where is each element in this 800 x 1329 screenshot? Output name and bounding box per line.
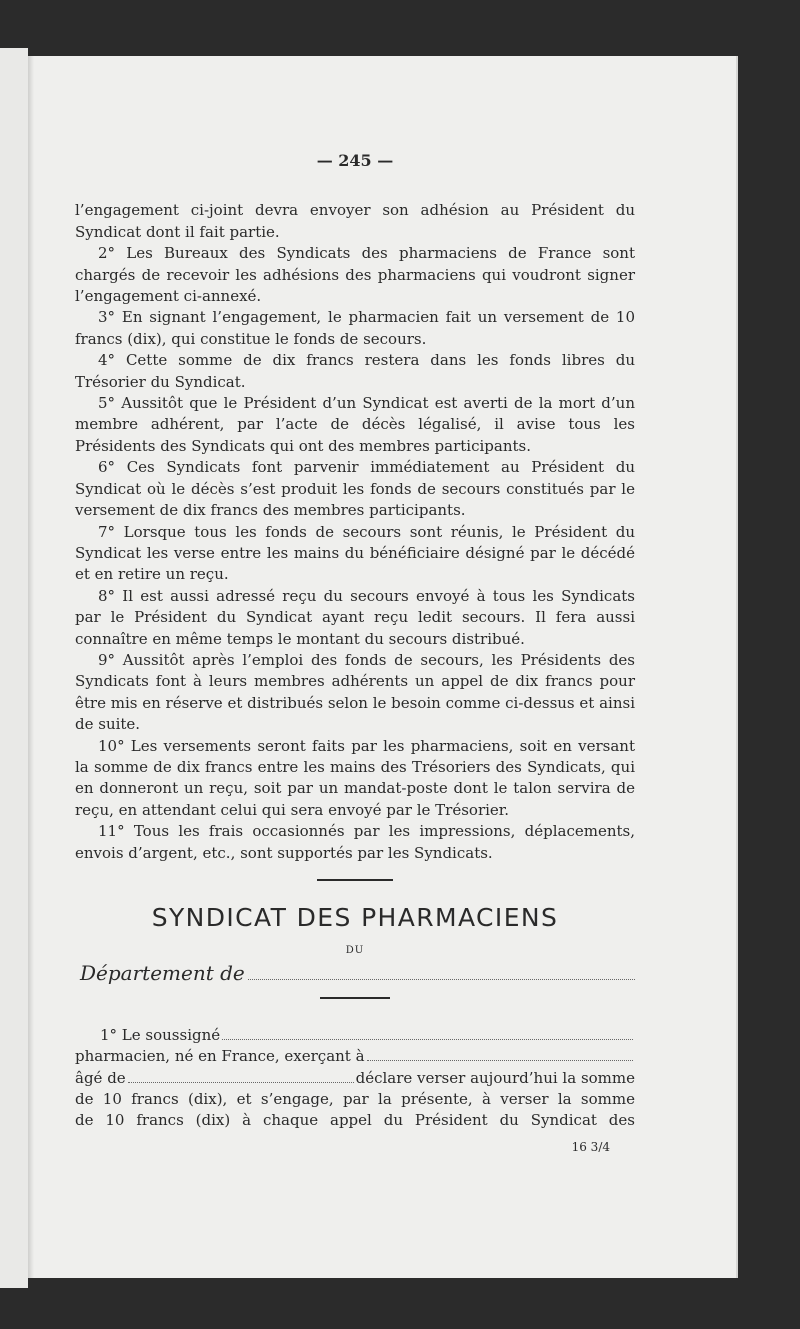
signatory-label: 1° Le soussigné (100, 1025, 221, 1044)
engagement-form (75, 1025, 635, 1132)
practice-location-label: pharmacien, né en France, exerçant à (75, 1047, 365, 1066)
department-blank (248, 979, 635, 980)
paragraph-5: 5° Aussitôt que le Président d’un Syndicat est averti de la mort d’un membre adhérent, par l’acte de décès légalisé, il avise tous les Présidents des Syndicats qui ont des membres participants. (75, 394, 635, 455)
section-divider (317, 879, 393, 881)
paragraph-9: 9° Aussitôt après l’emploi des fonds de secours, les Présidents des Syndicats font à leurs membres adhérents un appel de dix francs pour être mis en réserve et distribués selon le besoin comme ci-dessus et ainsi de suite. (75, 650, 635, 734)
practice-location-blank (367, 1060, 633, 1061)
paragraph-continuation: l’engagement ci-joint devra envoyer son adhésion au Président du Syndicat dont il fait partie. (75, 201, 635, 241)
age-label: âgé de (75, 1068, 126, 1087)
form-divider (320, 997, 390, 999)
form-heading: SYNDICAT DES PHARMACIENS (151, 903, 559, 932)
page-gutter-shadow (28, 56, 34, 1278)
paragraph-2: 2° Les Bureaux des Syndicats des pharmaciens de France sont chargés de recevoir les adhésions des pharmaciens qui voudront signer l’engagement ci-annexé. (75, 244, 635, 306)
paragraph-6: 6° Ces Syndicats font parvenir immédiatement au Président du Syndicat où le décès s’est produit les fonds de secours constitués par le versement de dix francs des membres participants. (75, 458, 635, 520)
printer-signature-mark: 16 3/4 (571, 1139, 610, 1154)
paragraph-7: 7° Lorsque tous les fonds de secours sont réunis, le Président du Syndicat les verse entre les mains du bénéficiaire désigné par le décédé et en retire un reçu. (75, 522, 635, 584)
declaration-text: déclare verser aujourd’hui la somme (355, 1068, 635, 1087)
form-heading-du: DU (345, 945, 365, 956)
form-line-5: de 10 francs (dix) à chaque appel du Président du Syndicat des (75, 1111, 635, 1130)
previous-page-edge (0, 48, 28, 1288)
form-line-1 (75, 1025, 635, 1046)
department-label: Département de (80, 961, 245, 986)
paragraph-11: 11° Tous les frais occasionnés par les impressions, déplacements, envois d’argent, etc., sont supportés par les Syndicats. (75, 822, 635, 862)
paragraph-8: 8° Il est aussi adressé reçu du secours envoyé à tous les Syndicats par le Président du Syndicat ayant reçu ledit secours. Il fera aussi connaître en même temps le montant du secours distribué. (75, 586, 635, 648)
article-text (75, 200, 635, 864)
age-blank (128, 1082, 354, 1083)
form-line-4: de 10 francs (dix), et s’engage, par la présente, à verser la somme (75, 1090, 635, 1109)
department-line (75, 963, 635, 984)
signatory-blank (222, 1039, 633, 1040)
paragraph-4: 4° Cette somme de dix francs restera dans les fonds libres du Trésorier du Syndicat. (75, 351, 635, 391)
page-number: — 245 — (316, 151, 394, 170)
form-line-2 (75, 1046, 635, 1067)
form-line-3 (75, 1068, 635, 1089)
page-content (75, 150, 635, 1158)
paragraph-10: 10° Les versements seront faits par les pharmaciens, soit en versant la somme de dix francs entre les mains des Trésoriers des Syndicats, qui en donneront un reçu, soit par un mandat-poste dont le talon servira de reçu, en attendant celui qui sera envoyé par le Trésorier. (75, 736, 635, 819)
paragraph-3: 3° En signant l’engagement, le pharmacien fait un versement de 10 francs (dix), qui constitue le fonds de secours. (75, 308, 635, 348)
